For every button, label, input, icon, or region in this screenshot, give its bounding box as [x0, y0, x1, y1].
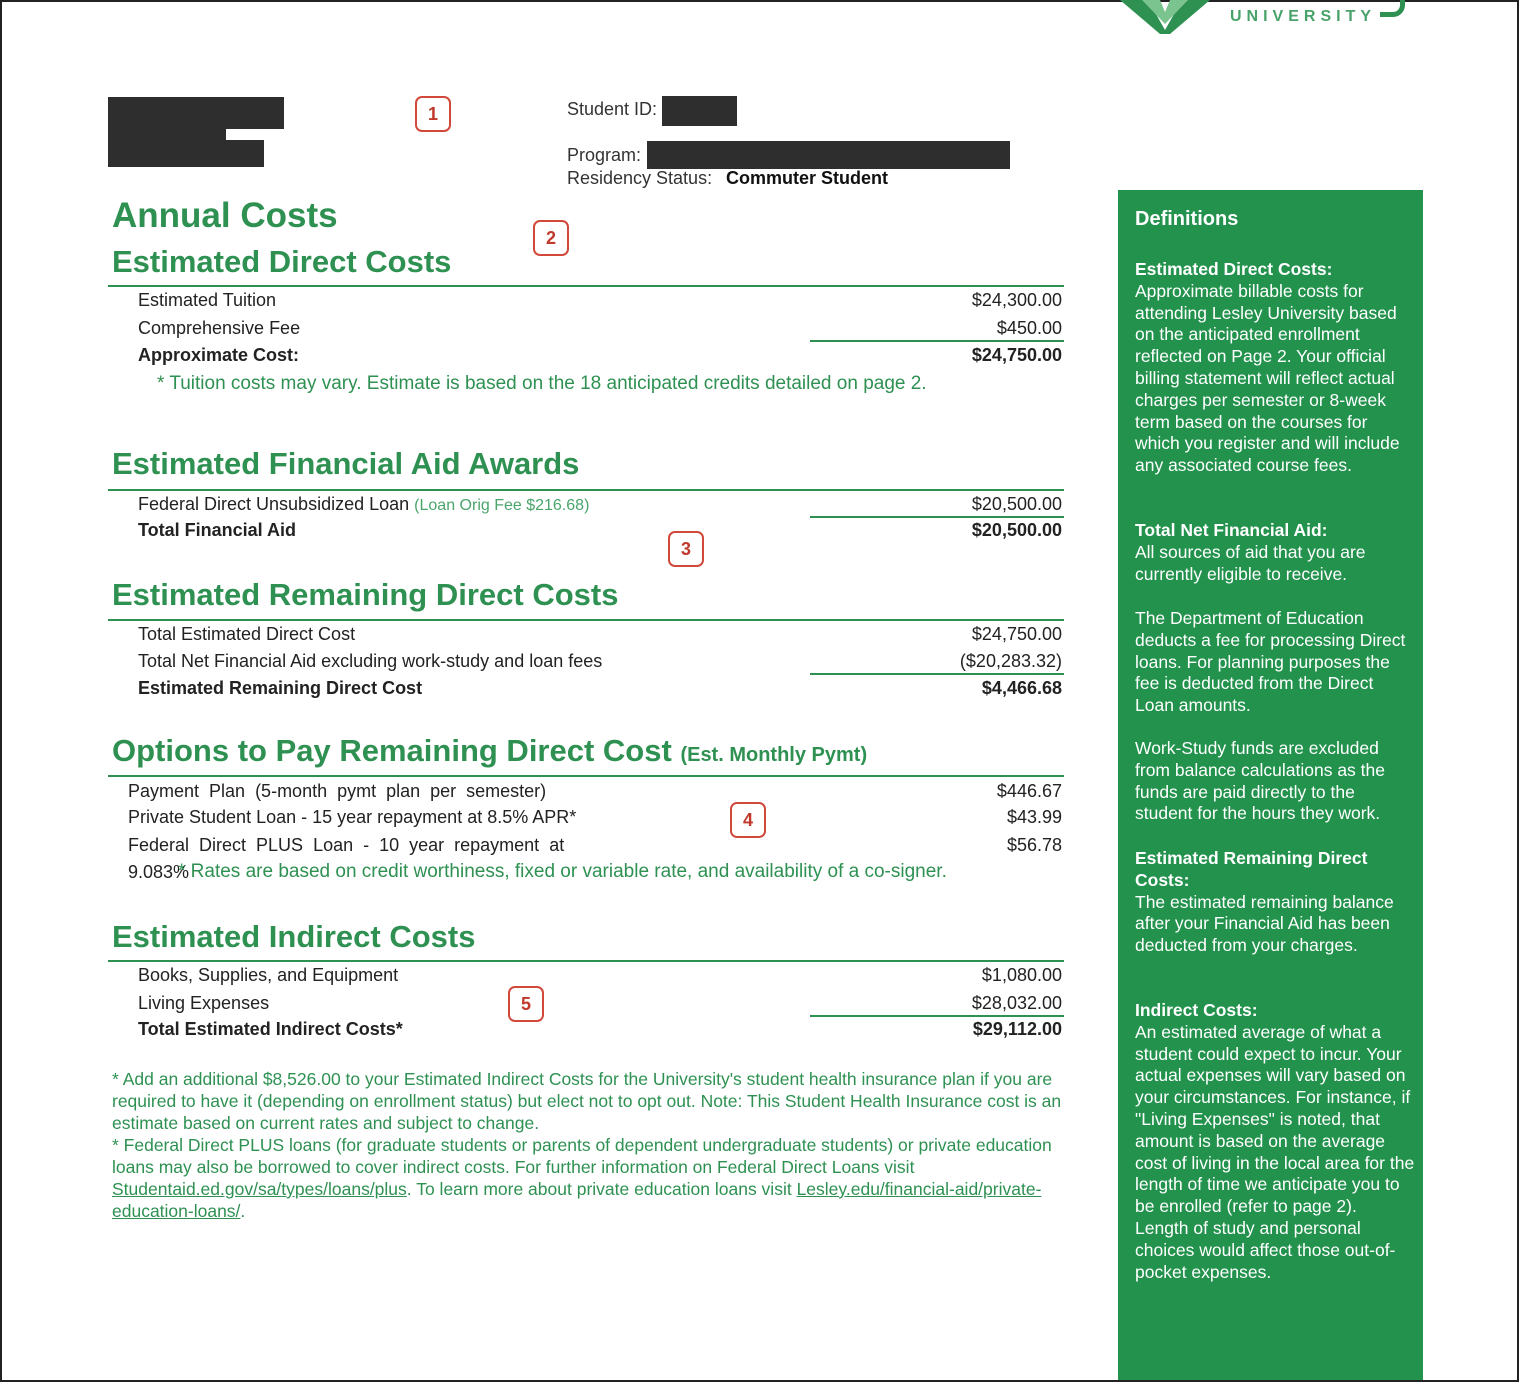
- marker-5: 5: [508, 986, 544, 1022]
- financial-aid-rule: [108, 489, 1064, 491]
- university-logo-icon: [1120, 0, 1210, 34]
- tuition-value: $24,300.00: [971, 290, 1062, 310]
- plus-loan-value: $56.78: [1006, 835, 1062, 855]
- plus-loans-note: [112, 1134, 1067, 1222]
- total-financial-aid-label: Total Financial Aid: [138, 520, 297, 540]
- total-direct-cost-value: $24,750.00: [971, 624, 1062, 644]
- definition-heading: Estimated Remaining Direct Costs:: [1135, 848, 1368, 890]
- redacted-name: [108, 97, 284, 129]
- unsubsidized-loan-row: [138, 494, 589, 515]
- unsubsidized-loan-value: $20,500.00: [971, 494, 1062, 514]
- definitions-title: Definitions: [1135, 208, 1239, 230]
- plus-loans-end: .: [240, 1201, 246, 1221]
- plus-loans-mid: . To learn more about private education loans visit: [406, 1179, 792, 1199]
- definition-text: The Department of Education deducts a fee for processing Direct loans. For planning purposes the fee is deducted from the Direct Loan amounts.: [1135, 608, 1406, 716]
- total-indirect-label: Total Estimated Indirect Costs*: [138, 1019, 403, 1039]
- plus-loan-label: Federal Direct PLUS Loan - 10 year repayment at: [128, 835, 565, 855]
- remaining-subtotal-rule: [810, 673, 1064, 675]
- definition-text: An estimated average of what a student could expect to incur. Your actual expenses will vary based on your circumstances. For instance, if "Living Expenses" is noted, that amount is based on the average cost of living in the local area for the length of time we anticipate you to be enrolled (refer to page 2). Length of study and personal choices would affect those out-of-pocket expenses.: [1135, 1021, 1415, 1282]
- definitions-sidebar: [1118, 190, 1423, 1380]
- total-financial-aid-value: $20,500.00: [971, 520, 1062, 540]
- definition-remaining: [1135, 848, 1415, 957]
- private-loan-label: Private Student Loan - 15 year repayment at 8.5% APR*: [128, 807, 577, 827]
- definition-net-aid: [1135, 520, 1415, 585]
- payment-options-rule: [108, 775, 1064, 777]
- studentaid-link[interactable]: Studentaid.ed.gov/sa/types/loans/plus: [112, 1179, 407, 1199]
- tuition-note: * Tuition costs may vary. Estimate is based on the 18 anticipated credits detailed on page 2.: [157, 373, 927, 394]
- definition-direct-costs: [1135, 259, 1415, 477]
- books-label: Books, Supplies, and Equipment: [138, 965, 399, 985]
- annual-costs-heading: Annual Costs: [112, 196, 338, 235]
- program-label: Program:: [567, 145, 642, 165]
- unsubsidized-loan-label: Federal Direct Unsubsidized Loan: [138, 494, 410, 514]
- definition-heading: Estimated Direct Costs:: [1135, 259, 1333, 279]
- definition-loan-fee: [1135, 608, 1415, 717]
- footnotes: [112, 1068, 1067, 1222]
- approximate-cost-value: $24,750.00: [971, 345, 1062, 365]
- definition-text: Approximate billable costs for attending Lesley University based on the anticipated enrollment reflected on Page 2. Your official billing statement will reflect actual charges per semester or 8-week term based on the courses for which you register and will include any associated course fees.: [1135, 280, 1400, 476]
- marker-2: 2: [533, 220, 569, 256]
- net-aid-value: ($20,283.32): [959, 651, 1062, 671]
- remaining-direct-cost-label: Estimated Remaining Direct Cost: [138, 678, 423, 698]
- direct-costs-rule: [108, 285, 1064, 287]
- tuition-label: Estimated Tuition: [138, 290, 277, 310]
- rates-note: * Rates are based on credit worthiness, fixed or variable rate, and availability of a co-signer.: [178, 861, 947, 882]
- books-value: $1,080.00: [981, 965, 1062, 985]
- aid-subtotal-rule: [810, 516, 1064, 518]
- student-id-label: Student ID:: [567, 99, 658, 119]
- remaining-direct-cost-value: $4,466.68: [981, 678, 1062, 698]
- definition-text: Work-Study funds are excluded from balance calculations as the funds are paid directly to the student for the hours they work.: [1135, 738, 1385, 824]
- redacted-address-2: [226, 140, 264, 167]
- lesley-private-loans-link[interactable]: Lesley.edu/financial-aid/private-education-loans/: [112, 1179, 1042, 1221]
- definition-text: All sources of aid that you are currently eligible to receive.: [1135, 541, 1366, 584]
- comprehensive-fee-value: $450.00: [996, 318, 1062, 338]
- net-aid-label: Total Net Financial Aid excluding work-study and loan fees: [138, 651, 603, 671]
- payment-plan-value: $446.67: [996, 781, 1062, 801]
- comprehensive-fee-label: Comprehensive Fee: [138, 318, 301, 338]
- definition-work-study: [1135, 738, 1415, 825]
- payment-options-heading: [112, 733, 867, 769]
- plus-loans-text: * Federal Direct PLUS loans (for graduate students or parents of dependent undergraduate students) or private education loans may also be borrowed to cover indirect costs. For further information on Federal Direct Loans visit: [112, 1135, 1052, 1177]
- health-insurance-note: * Add an additional $8,526.00 to your Estimated Indirect Costs for the University's student health insurance plan if you are required to have it (depending on enrollment status) but elect not to opt out. Note: This Student Health Insurance cost is an estimate based on current rates and subject to change.: [112, 1069, 1062, 1133]
- indirect-subtotal-rule: [810, 1015, 1064, 1017]
- total-direct-cost-label: Total Estimated Direct Cost: [138, 624, 356, 644]
- definition-indirect: [1135, 1000, 1415, 1283]
- definition-heading: Total Net Financial Aid:: [1135, 520, 1328, 540]
- redacted-program: [647, 141, 1010, 169]
- marker-4: 4: [730, 802, 766, 838]
- financial-aid-heading: Estimated Financial Aid Awards: [112, 446, 580, 481]
- payment-options-suffix: (Est. Monthly Pymt): [680, 744, 868, 766]
- living-expenses-label: Living Expenses: [138, 993, 270, 1013]
- residency-value: Commuter Student: [726, 168, 888, 188]
- marker-1: 1: [415, 96, 451, 132]
- total-indirect-value: $29,112.00: [972, 1019, 1062, 1039]
- residency-label: Residency Status:: [567, 168, 713, 188]
- plus-loan-rate: 9.083%: [128, 862, 190, 882]
- payment-plan-label: Payment Plan (5-month pymt plan per semester): [128, 781, 547, 801]
- private-loan-value: $43.99: [1006, 807, 1062, 827]
- definition-text: The estimated remaining balance after your Financial Aid has been deducted from your charges.: [1135, 891, 1394, 956]
- loan-origination-fee: (Loan Orig Fee $216.68): [414, 497, 590, 514]
- living-expenses-value: $28,032.00: [971, 993, 1062, 1013]
- direct-costs-heading: Estimated Direct Costs: [112, 244, 452, 279]
- redacted-address: [108, 129, 226, 167]
- remaining-costs-rule: [108, 619, 1064, 621]
- university-wordmark: UNIVERSITY: [1230, 8, 1377, 25]
- direct-costs-subtotal-rule: [810, 340, 1064, 342]
- marker-3: 3: [668, 531, 704, 567]
- approximate-cost-label: Approximate Cost:: [138, 345, 300, 365]
- indirect-costs-heading: Estimated Indirect Costs: [112, 919, 476, 954]
- remaining-costs-heading: Estimated Remaining Direct Costs: [112, 577, 619, 612]
- redacted-student-id: [662, 96, 737, 126]
- definition-heading: Indirect Costs:: [1135, 1000, 1258, 1020]
- payment-options-title: Options to Pay Remaining Direct Cost: [112, 733, 672, 768]
- indirect-costs-rule: [108, 960, 1064, 962]
